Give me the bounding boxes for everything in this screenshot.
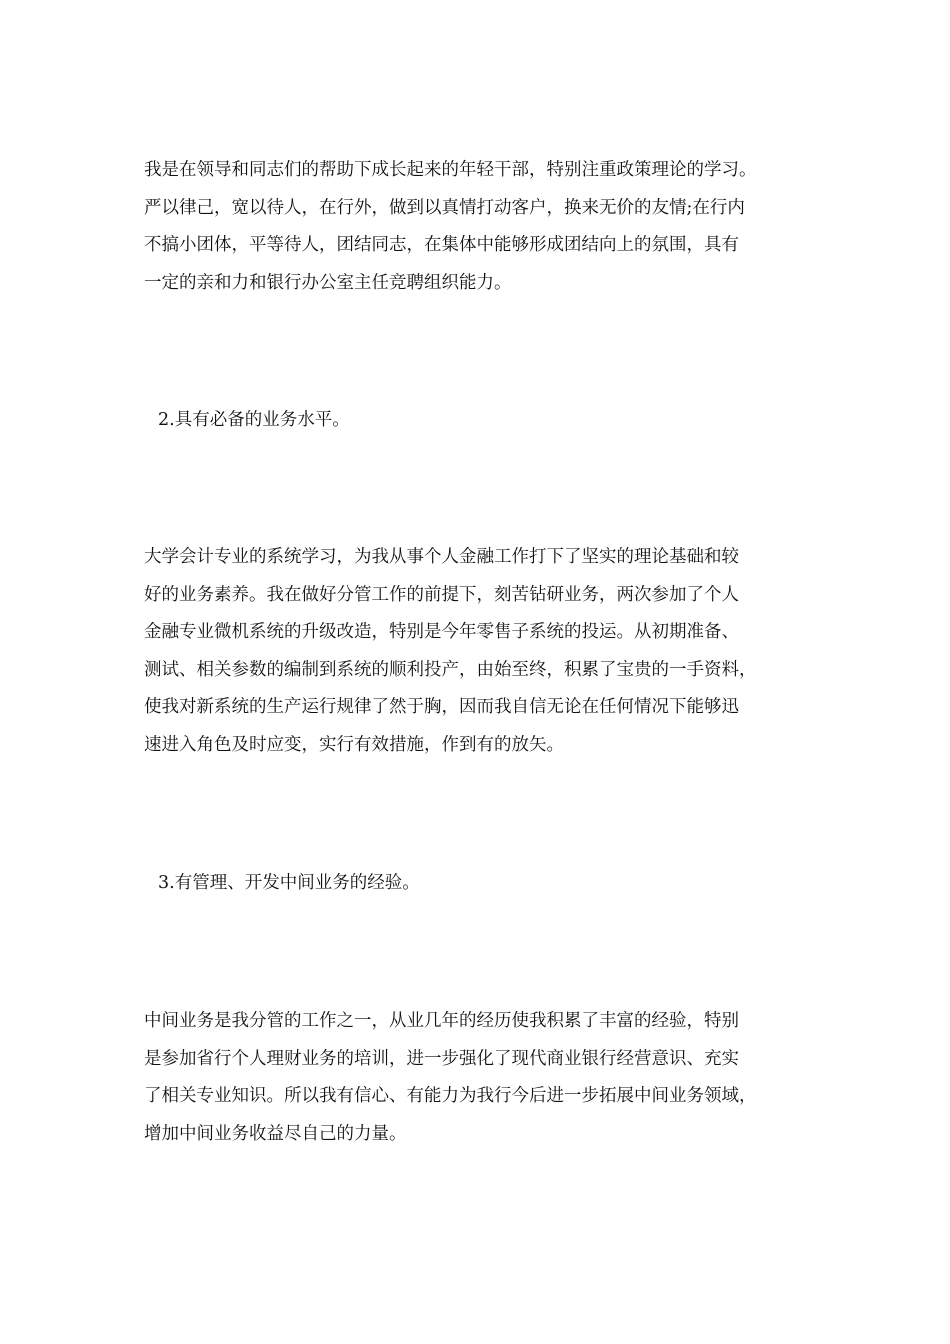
paragraph-business-experience (144, 539, 824, 764)
paragraph-line: 大学会计专业的系统学习，为我从事个人金融工作打下了坚实的理论基础和较 (144, 547, 739, 567)
paragraph-personal-qualities (144, 152, 824, 302)
paragraph-line: 测试、相关参数的编制到系统的顺利投产，由始至终，积累了宝贵的一手资料， (144, 659, 757, 680)
paragraph-line: 严以律己，宽以待人，在行外，做到以真情打动客户，换来无价的友情;在行内 (144, 197, 745, 218)
paragraph-line: 一定的亲和力和银行办公室主任竞聘组织能力。 (144, 272, 512, 293)
paragraph-line: 速进入角色及时应变，实行有效措施，作到有的放矢。 (144, 734, 564, 755)
heading-text: 3.有管理、开发中间业务的经验。 (158, 873, 420, 893)
paragraph-line: 好的业务素养。我在做好分管工作的前提下，刻苦钻研业务，两次参加了个人 (144, 584, 739, 605)
paragraph-intermediary-experience (144, 1003, 824, 1153)
heading-text: 2.具有必备的业务水平。 (158, 410, 350, 430)
paragraph-line: 增加中间业务收益尽自己的力量。 (144, 1123, 407, 1144)
paragraph-line: 使我对新系统的生产运行规律了然于胸，因而我自信无论在任何情况下能够迅 (144, 697, 739, 717)
paragraph-line: 中间业务是我分管的工作之一，从业几年的经历使我积累了丰富的经验，特别 (144, 1011, 739, 1031)
paragraph-line: 不搞小团体，平等待人，团结同志，在集体中能够形成团结向上的氛围，具有 (144, 235, 739, 255)
paragraph-line: 是参加省行个人理财业务的培训，进一步强化了现代商业银行经营意识、充实 (144, 1048, 739, 1069)
paragraph-line: 我是在领导和同志们的帮助下成长起来的年轻干部，特别注重政策理论的学习。 (144, 160, 757, 180)
section-heading-business-level (144, 402, 824, 440)
section-heading-intermediary-business (144, 865, 824, 903)
paragraph-line: 金融专业微机系统的升级改造，特别是今年零售子系统的投运。从初期准备、 (144, 622, 739, 642)
paragraph-line: 了相关专业知识。所以我有信心、有能力为我行今后进一步拓展中间业务领域， (144, 1086, 757, 1106)
